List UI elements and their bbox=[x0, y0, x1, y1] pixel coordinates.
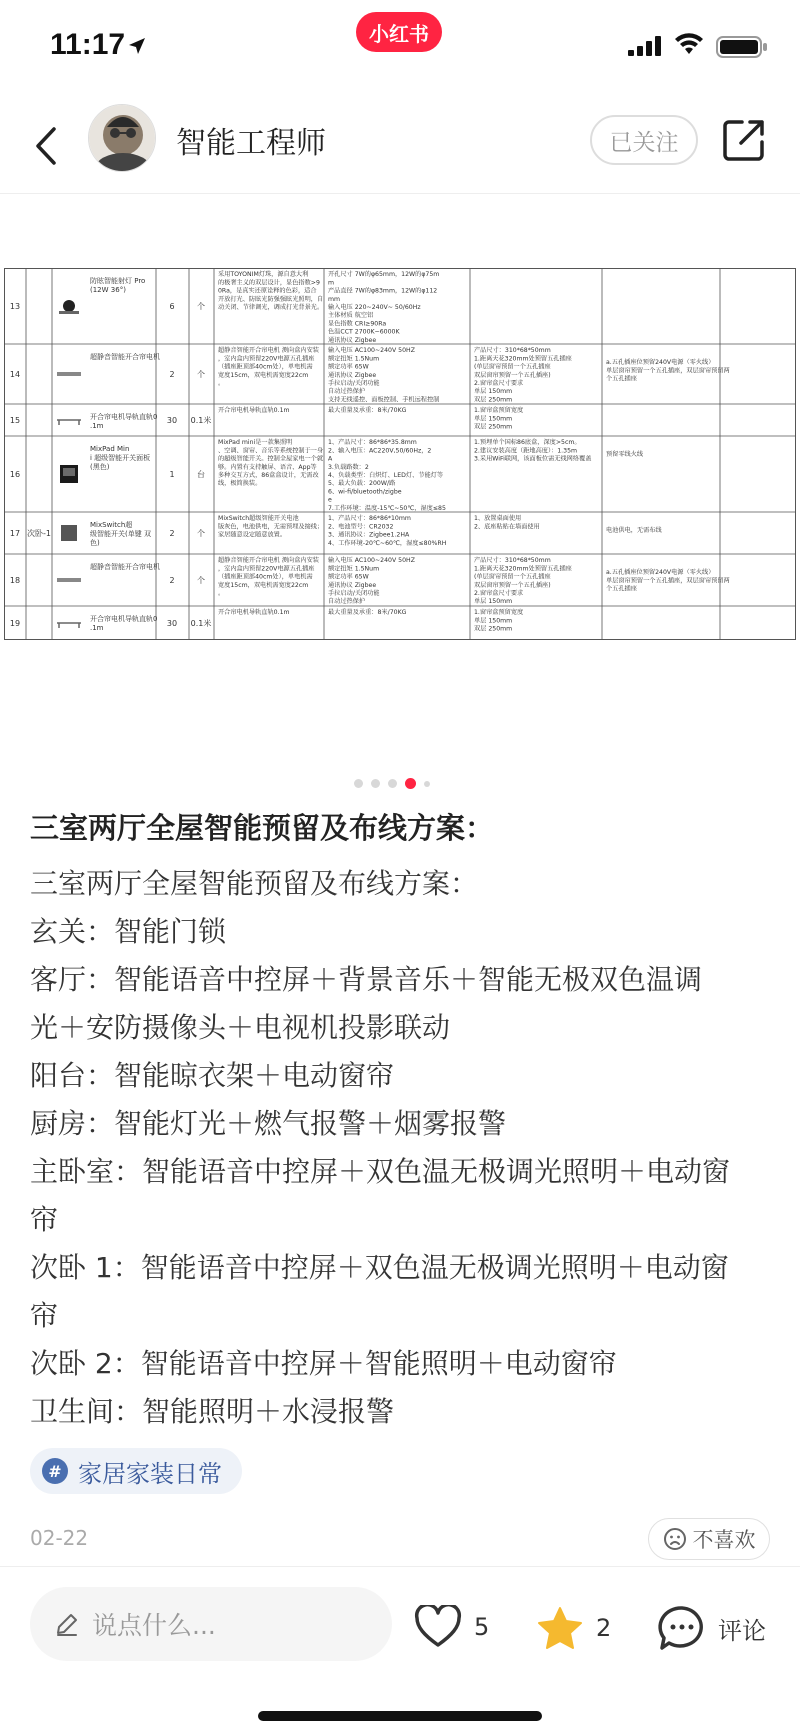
mixswitch-thumb-icon bbox=[61, 525, 77, 541]
note-body-line: 卫生间：智能照明＋水浸报警 bbox=[30, 1395, 395, 1428]
brand-badge: 小红书 bbox=[356, 12, 442, 52]
table-cell-qty: 1 bbox=[169, 470, 175, 479]
table-cell-desc: 采用TOYONIM灯珠，源自意大利的极奢主义的双层设计，显色指数>9 0Ra，是真实还原诠释的色彩，适合开放打光、防眩光防强强眩光照明，自动关闭、节律调光，调成打光背景光。 bbox=[218, 271, 324, 311]
image-carousel[interactable] bbox=[0, 194, 800, 770]
share-button[interactable] bbox=[722, 118, 766, 162]
note-body-line: 玄关：智能门锁 bbox=[30, 915, 227, 948]
table-cell-name: 开合帘电机导轨直轨0 .1m bbox=[90, 413, 158, 430]
table-cell-unit: 个 bbox=[197, 302, 205, 311]
wifi-icon bbox=[674, 32, 704, 56]
table-cell-name: 防眩智能射灯 Pro (12W 36°) bbox=[90, 277, 146, 294]
pencil-icon bbox=[54, 1611, 80, 1637]
note-body-line: 客厅：智能语音中控屏＋背景音乐＋智能无极双色温调 bbox=[30, 963, 703, 996]
note-body-line: 帘 bbox=[30, 1203, 59, 1236]
post-date: 02-22 bbox=[30, 1526, 89, 1550]
table-cell-unit: 个 bbox=[197, 576, 205, 585]
carousel-dot bbox=[354, 779, 363, 788]
topic-tag[interactable] bbox=[30, 1448, 242, 1494]
status-bar bbox=[0, 0, 800, 100]
table-cell-params: 1、产品尺寸：86*86*35.8mm 2、输入电压：AC220V,50/60Hz，2 A 3.负载路数：2 4、负载类型：白炽灯、LED灯、节能灯等 5、最大负载：200W/路 6、wi-fi/bluetooth/zigbe e 7.工作环境：温度-15℃~50℃，湿度≤85 bbox=[328, 439, 446, 512]
clock: 11:17 bbox=[50, 28, 126, 61]
table-cell-no: 19 bbox=[9, 619, 21, 628]
table-cell-params: 最大重量及承重：8米/70KG bbox=[328, 407, 407, 415]
collect-count: 2 bbox=[596, 1614, 612, 1642]
heart-icon bbox=[414, 1605, 462, 1649]
curtain-motor-thumb-icon bbox=[57, 372, 81, 376]
table-cell-params: 开孔尺寸 7W的φ65mm，12W的φ75m m 产品直径 7W的φ83mm，12W的φ112 mm 输入电压 220~240V~ 50/60Hz 主体材质 航空铝显色指数 CRI≥90Ra 色温CCT 2700K~6000K 通讯协议 Zigbee bbox=[328, 271, 440, 344]
table-cell-name: MixSwitch超级智能开关(单键 双色) bbox=[90, 521, 151, 547]
table-cell-desc: 开合帘电机导轨直轨0.1m bbox=[218, 609, 290, 617]
table-cell-no: 18 bbox=[9, 576, 21, 585]
hashtag-icon: # bbox=[42, 1458, 68, 1484]
table-cell-install: 1.窗帘盒预留宽度单层 150mm 双层 250mm bbox=[474, 609, 524, 633]
table-cell-unit: 个 bbox=[197, 370, 205, 379]
location-arrow-icon bbox=[128, 37, 146, 55]
note-body-line: 厨房：智能灯光＋燃气报警＋烟雾报警 bbox=[30, 1107, 507, 1140]
follow-button[interactable]: 已关注 bbox=[590, 115, 698, 165]
table-cell-params: 输入电压 AC100~240V 50HZ 额定扭矩 1.5Num 额定功率 65W 通讯协议 Zigbee 手拉启动/关闭功能自动过热保护支持无线遥控、面板控制、手机远程控制 bbox=[328, 347, 440, 404]
comment-placeholder: 说点什么... bbox=[92, 1611, 216, 1640]
table-cell-qty: 6 bbox=[169, 302, 175, 311]
table-cell-params: 输入电压 AC100~240V 50HZ 额定扭矩 1.5Num 额定功率 65W 通讯协议 Zigbee 手拉启动/关闭功能自动过热保护 bbox=[328, 557, 415, 606]
mixpad-thumb-icon bbox=[63, 468, 75, 476]
share-icon bbox=[722, 118, 766, 162]
table-cell-desc: 开合帘电机导轨直轨0.1m bbox=[218, 407, 290, 415]
table-cell-note: a.五孔插座位预留240V电源（零火线）单层窗帘预留一个五孔插座，双层窗帘预留两个五孔插座 bbox=[606, 359, 730, 383]
table-cell-unit: 个 bbox=[197, 529, 205, 538]
note-body-line: 帘 bbox=[30, 1299, 59, 1332]
dislike-button[interactable] bbox=[648, 1518, 770, 1560]
table-cell-qty: 2 bbox=[169, 529, 175, 538]
table-cell-room: 次卧-1 bbox=[27, 529, 51, 538]
back-button[interactable] bbox=[26, 120, 66, 172]
like-count: 5 bbox=[474, 1613, 490, 1641]
table-cell-name: 开合帘电机导轨直轨0 .1m bbox=[90, 615, 158, 632]
table-cell-note: a.五孔插座位预留240V电源（零火线）单层窗帘预留一个五孔插座，双层窗帘预留两个五孔插座 bbox=[606, 569, 730, 593]
table-cell-install: 1.窗帘盒预留宽度单层 150mm 双层 250mm bbox=[474, 407, 524, 431]
home-indicator bbox=[258, 1711, 542, 1721]
table-cell-no: 14 bbox=[9, 370, 21, 379]
carousel-dot bbox=[405, 778, 416, 789]
like-button[interactable] bbox=[414, 1605, 489, 1649]
comment-button[interactable] bbox=[658, 1605, 766, 1651]
topic-tag-label: 家居家装日常 bbox=[78, 1459, 222, 1488]
note-title: 三室两厅全屋智能预留及布线方案： bbox=[30, 811, 495, 845]
table-cell-install: 产品尺寸：310*68*50mm 1.距离天花320mm处预留五孔插座(单层窗帘预留一个五孔插座双层窗帘预留一个五孔插座) 2.窗帘盒尺寸要求单层 150mm bbox=[474, 557, 572, 606]
carousel-indicator bbox=[354, 778, 430, 789]
table-cell-no: 15 bbox=[9, 416, 21, 425]
note-body-line: 次卧 2：智能语音中控屏＋智能照明＋电动窗帘 bbox=[30, 1347, 617, 1380]
author-avatar[interactable] bbox=[88, 104, 156, 172]
table-cell-unit: 0.1米 bbox=[190, 619, 212, 628]
table-cell-unit: 台 bbox=[197, 470, 205, 479]
author-name[interactable]: 智能工程师 bbox=[176, 126, 326, 161]
collect-button[interactable] bbox=[536, 1605, 611, 1651]
table-cell-no: 17 bbox=[9, 529, 21, 538]
spotlight-thumb-icon bbox=[59, 311, 79, 314]
dislike-label: 不喜欢 bbox=[692, 1528, 756, 1552]
table-cell-unit: 0.1米 bbox=[190, 416, 212, 425]
table-cell-desc: MixPad mini是一款集照明、空调、窗帘、音乐等系统控制于一身的超级智能开关。控制全屋家电一个就够。内置有支持触屏、语音、App等多种交互方式，86盒盒设计，无需改线，极简换装。 bbox=[218, 439, 324, 488]
comment-input[interactable] bbox=[30, 1587, 392, 1661]
spec-table-image bbox=[4, 268, 796, 680]
comment-bubble-icon bbox=[658, 1605, 706, 1651]
table-cell-install: 1、放置桌面使用 2、底座粘贴在墙面使用 bbox=[474, 515, 540, 531]
battery-icon bbox=[716, 36, 768, 58]
table-cell-note: 预留零线火线 bbox=[606, 451, 644, 459]
table-cell-install: 产品尺寸：310*68*50mm 1.距离天花320mm处预留五孔插座(单层窗帘预留一个五孔插座双层窗帘预留一个五孔插座) 2.窗帘盒尺寸要求单层 150mm 双层 250mm bbox=[474, 347, 572, 404]
cellular-signal-icon bbox=[628, 36, 662, 56]
table-cell-name: 超静音智能开合帘电机 bbox=[90, 563, 160, 571]
carousel-dot bbox=[371, 779, 380, 788]
note-content bbox=[30, 806, 770, 1494]
table-cell-qty: 30 bbox=[166, 416, 178, 425]
table-cell-desc: 超静音智能开合帘电机 测向盒内安装，室内盒内预留220V电源五孔插座（插座距顶部40cm处），单电机需宽度15cm，双电机需宽度22cm 。 bbox=[218, 347, 319, 387]
bottom-action-bar bbox=[0, 1566, 800, 1731]
table-cell-qty: 30 bbox=[166, 619, 178, 628]
note-body bbox=[30, 860, 770, 1436]
note-body-line: 光＋安防摄像头＋电视机投影联动 bbox=[30, 1011, 451, 1044]
avatar-image bbox=[89, 105, 156, 172]
table-cell-desc: MixSwitch超级智能开关电池版灰色，电池供电，无需预埋及接线；家居随意设定随意放置。 bbox=[218, 515, 324, 539]
table-cell-name: 超静音智能开合帘电机 bbox=[90, 353, 160, 361]
table-cell-name: MixPad Min i 超级智能开关面板(黑色) bbox=[90, 445, 151, 471]
table-cell-no: 13 bbox=[9, 302, 21, 311]
carousel-dot bbox=[424, 781, 430, 787]
table-cell-no: 16 bbox=[9, 470, 21, 479]
table-cell-params: 1、产品尺寸：86*86*10mm 2、电池型号：CR2032 3、通讯协议：Zigbee1.2HA 4、工作环境-20℃~60℃，湿度≤80%RH bbox=[328, 515, 447, 547]
table-cell-install: 1.预埋单个国标86底盒，深度>5cm。 2.建议安装高度（距地高度）：1.35m 3.采用WiFi联网，该面板位需无线网络覆盖 bbox=[474, 439, 592, 463]
note-body-line: 主卧室：智能语音中控屏＋双色温无极调光照明＋电动窗 bbox=[30, 1155, 731, 1188]
sad-face-icon bbox=[663, 1527, 687, 1551]
curtain-motor-thumb-icon bbox=[57, 578, 81, 582]
spotlight-thumb-icon bbox=[63, 300, 75, 312]
carousel-dot bbox=[388, 779, 397, 788]
note-body-line: 三室两厅全屋智能预留及布线方案： bbox=[30, 867, 479, 900]
table-cell-desc: 超静音智能开合帘电机 测向盒内安装，室内盒内预留220V电源五孔插座（插座距顶部40cm处），单电机需宽度15cm，双电机需宽度22cm 。 bbox=[218, 557, 319, 597]
comment-label: 评论 bbox=[718, 1616, 766, 1645]
chevron-left-icon bbox=[34, 126, 58, 166]
table-cell-note: 电池供电，无需布线 bbox=[606, 527, 662, 535]
star-icon bbox=[536, 1605, 584, 1651]
table-cell-qty: 2 bbox=[169, 576, 175, 585]
note-body-line: 阳台：智能晾衣架＋电动窗帘 bbox=[30, 1059, 395, 1092]
table-cell-qty: 2 bbox=[169, 370, 175, 379]
note-body-line: 次卧 1：智能语音中控屏＋双色温无极调光照明＋电动窗 bbox=[30, 1251, 729, 1284]
table-cell-params: 最大重量及承重：8米/70KG bbox=[328, 609, 407, 617]
